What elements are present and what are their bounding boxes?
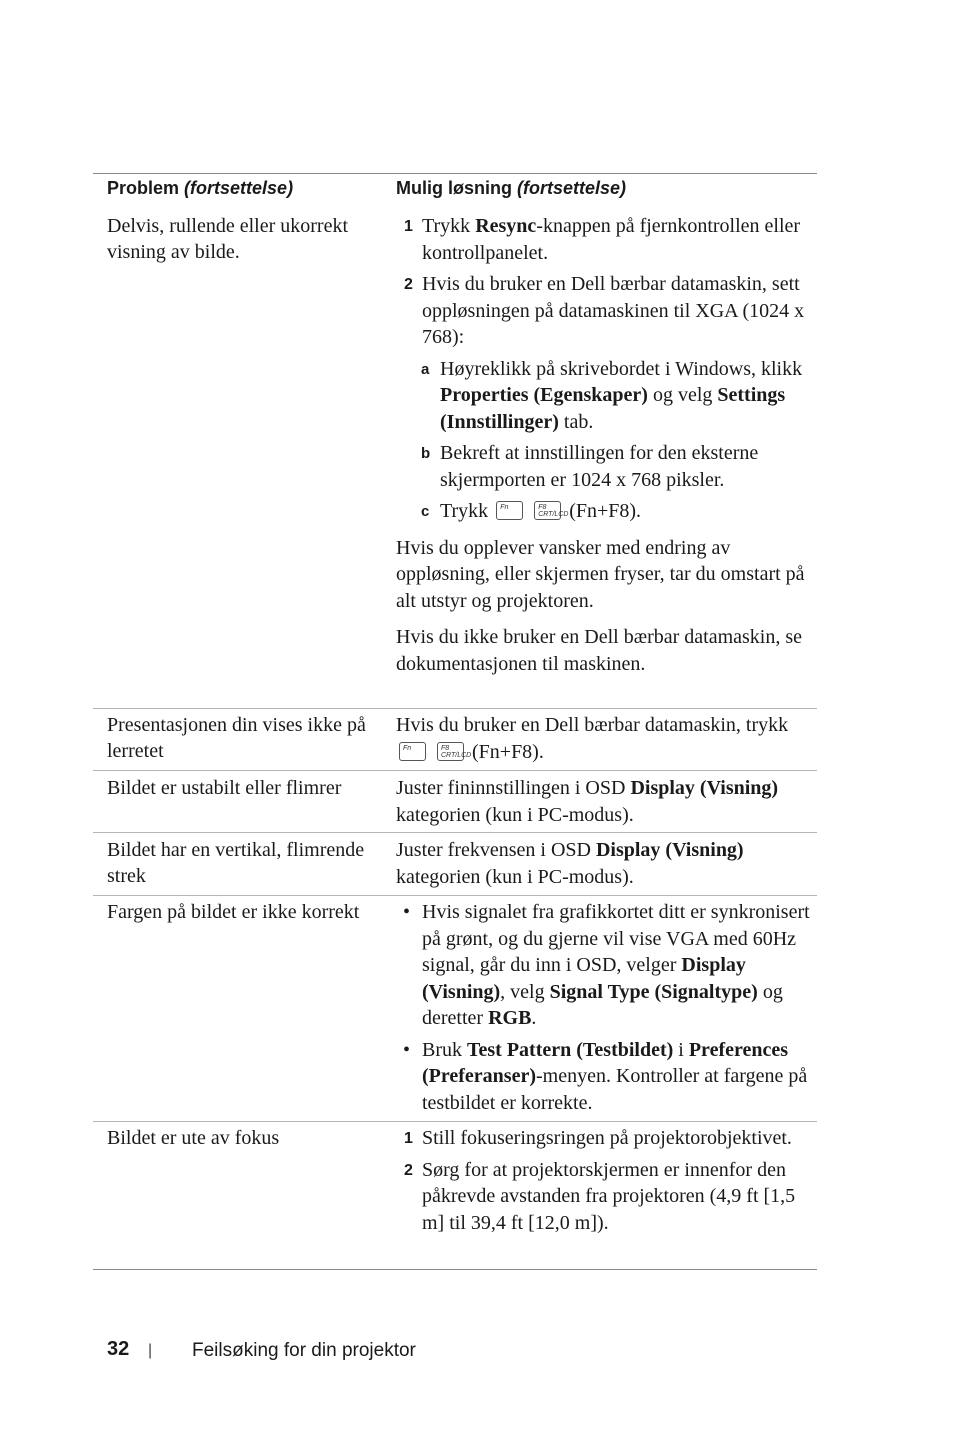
- footer-separator: |: [148, 1342, 153, 1359]
- row1-step-1: 1 Trykk Resync-knappen på fjernkontrollen eller kontrollpanelet.: [404, 215, 801, 264]
- row-divider: [93, 1121, 817, 1122]
- row6-step-2: 2 Sørg for at projektorskjermen er innenfor den påkrevde avstanden fra projektoren (4,9 ft [1,5 m] til 39,4 ft [12,0 m]).: [404, 1158, 796, 1234]
- table-top-rule: [93, 173, 817, 174]
- row1-substep-a: a Høyreklikk på skrivebordet i Windows, klikk Properties (Egenskaper) og velg Settings (Innstillinger) tab.: [421, 357, 803, 433]
- row-divider: [93, 895, 817, 896]
- row4-solution: Juster frekvensen i OSD Display (Visning) kategorien (kun i PC-modus).: [396, 839, 744, 888]
- f8-key-icon: F8 CRT/LCD: [437, 742, 464, 761]
- row-divider: [93, 832, 817, 833]
- f8-key-icon: F8 CRT/LCD: [534, 501, 561, 520]
- row2-problem: Presentasjonen din vises ikke på lerretet: [107, 714, 366, 762]
- row6-solution: [396, 1125, 810, 1241]
- row6-step-1: 1 Still fokuseringsringen på projektorobjektivet.: [404, 1127, 792, 1149]
- row5-bullet-1: • Hvis signalet fra grafikkortet ditt er synkronisert på grønt, og du gjerne vil vise VGA med 60Hz signal, går du inn i OSD, velger Display (Visning), velg Signal Type (Signaltype) og deretter RGB.: [403, 901, 810, 1029]
- fn-key-icon: Fn: [399, 742, 426, 761]
- row5-problem: Fargen på bildet er ikke korrekt: [107, 901, 360, 923]
- header-solution: Mulig løsning (fortsettelse): [396, 178, 627, 198]
- row4-problem: Bildet har en vertikal, flimrende strek: [107, 839, 365, 887]
- row1-substep-c: c Trykk Fn F8 CRT/LCD (Fn+F8).: [421, 500, 642, 522]
- row1-solution: [396, 213, 810, 677]
- row1-problem: Delvis, rullende eller ukorrekt visning av bilde.: [107, 215, 349, 263]
- row-divider: [93, 708, 817, 709]
- row6-problem: Bildet er ute av fokus: [107, 1127, 280, 1149]
- row1-para-2: Hvis du ikke bruker en Dell bærbar datamaskin, se dokumentasjonen til maskinen.: [396, 626, 803, 675]
- row2-solution: Hvis du bruker en Dell bærbar datamaskin, trykk Fn F8 CRT/LCD (Fn+F8).: [396, 714, 789, 763]
- row3-solution: Juster fininnstillingen i OSD Display (Visning) kategorien (kun i PC-modus).: [396, 777, 779, 826]
- row3-problem: Bildet er ustabilt eller flimrer: [107, 777, 342, 799]
- row5-solution: [396, 899, 810, 1121]
- fn-key-icon: Fn: [496, 501, 523, 520]
- header-problem: Problem (fortsettelse): [107, 178, 294, 198]
- row5-bullet-2: • Bruk Test Pattern (Testbildet) i Preferences (Preferanser)-menyen. Kontroller at fargene på testbildet er korrekte.: [403, 1038, 808, 1114]
- row1-para-1: Hvis du opplever vansker med endring av oppløsning, eller skjermen fryser, tar du omstart på alt utstyr og projektoren.: [396, 536, 805, 612]
- footer-section-title: Feilsøking for din projektor: [192, 1340, 416, 1361]
- page-number: 32: [107, 1338, 130, 1360]
- row1-substep-b: b Bekreft at innstillingen for den eksterne skjermporten er 1024 x 768 piksler.: [421, 442, 759, 491]
- row1-step-2: 2 Hvis du bruker en Dell bærbar datamaskin, sett oppløsningen på datamaskinen til XGA (1024 x 768):: [404, 273, 805, 348]
- row-divider: [93, 770, 817, 771]
- table-bottom-rule: [93, 1269, 817, 1270]
